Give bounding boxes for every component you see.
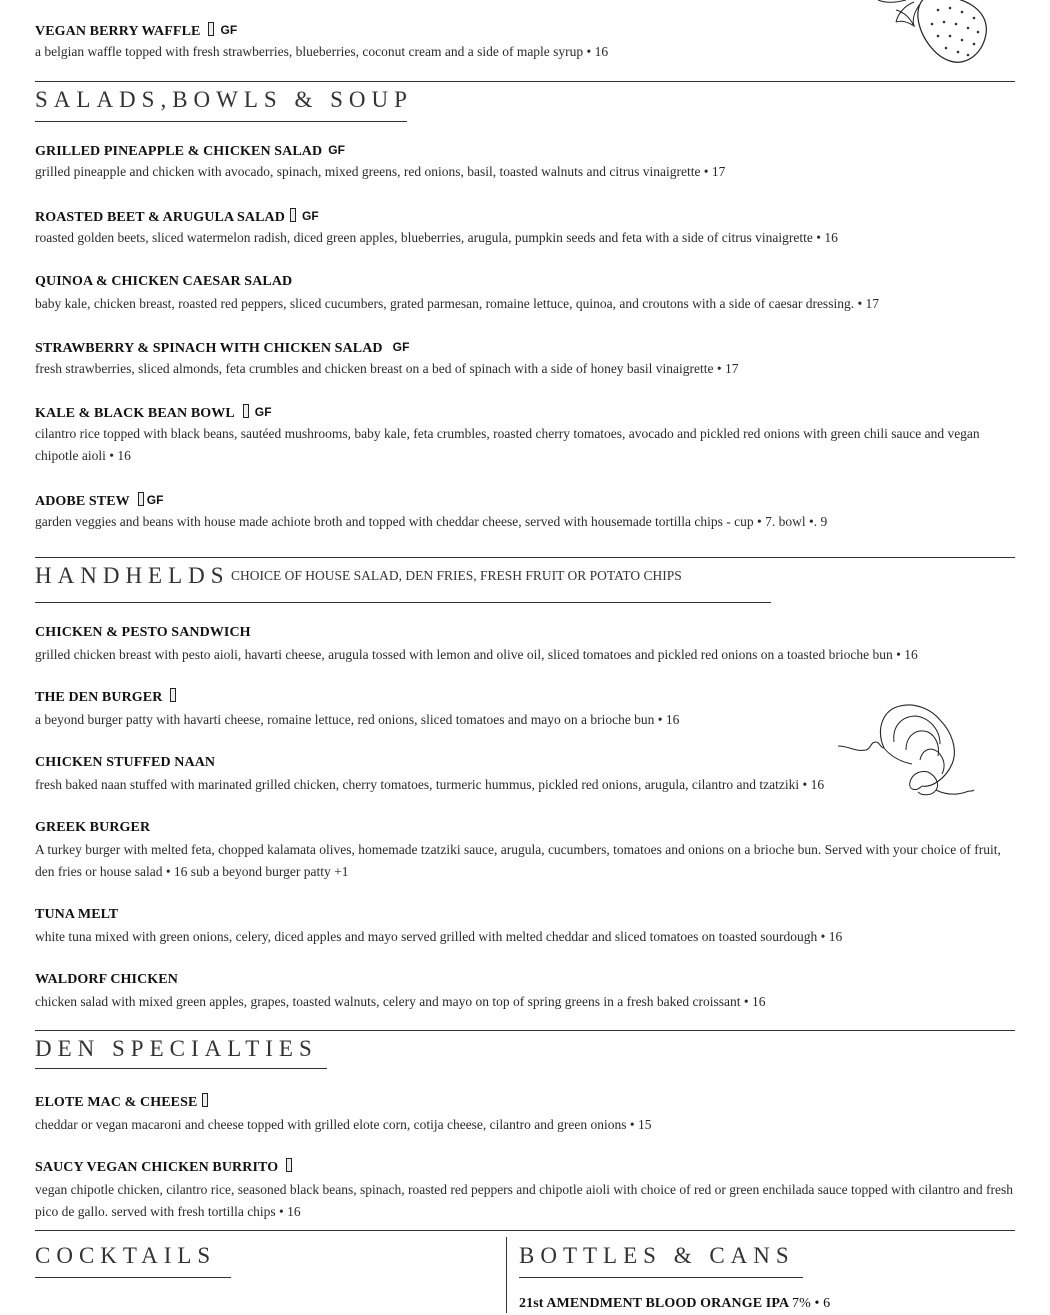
- item-description: roasted golden beets, sliced watermelon radish, diced green apples, blueberries, arugula, pumpkin seeds and feta with a side of citrus vinaigrette • 16: [35, 230, 838, 245]
- menu-item: [35, 205, 1025, 249]
- item-description: A turkey burger with melted feta, chopped kalamata olives, homemade tzatziki sauce, arugula, cucumbers, tomatoes and onions on a brioche bun. Served with your choice of fruit, den fries or house salad • 16 sub a beyond burger patty +1: [35, 842, 1001, 879]
- leaf-icon: [243, 404, 249, 418]
- item-name: GREEK BURGER: [35, 820, 151, 835]
- menu-item: [35, 969, 1025, 1013]
- leaf-icon: [170, 688, 176, 702]
- menu-item: [35, 489, 1025, 533]
- section-title-underline: [35, 1068, 327, 1069]
- item-description: a belgian waffle topped with fresh strawberries, blueberries, coconut cream and a side of maple syrup • 16: [35, 44, 609, 59]
- menu-item: [35, 271, 1025, 315]
- item-name: WALDORF CHICKEN: [35, 972, 178, 987]
- menu-item: [519, 1293, 999, 1315]
- section-title-handhelds: HANDHELDS: [35, 563, 230, 588]
- section-title-underline: [35, 602, 771, 603]
- leaf-icon: [208, 22, 214, 36]
- section-title-bottles: BOTTLES & CANS: [519, 1243, 795, 1268]
- item-description: vegan chipotle chicken, cilantro rice, seasoned black beans, spinach, roasted red peppers and chipotle aioli with choice of red or green enchilada sauce topped with cilantro and fresh pico de gallo. served with fresh tortilla chips • 16: [35, 1182, 1013, 1219]
- item-name: 21st AMENDMENT BLOOD ORANGE IPA: [519, 1296, 789, 1311]
- section-divider: [35, 1230, 1015, 1231]
- section-title-cocktails: COCKTAILS: [35, 1243, 217, 1268]
- menu-item: [35, 817, 1025, 883]
- section-divider: [35, 81, 1015, 82]
- item-name: ROASTED BEET & ARUGULA SALAD: [35, 210, 285, 225]
- item-name: QUINOA & CHICKEN CAESAR SALAD: [35, 274, 293, 289]
- item-name: CHICKEN & PESTO SANDWICH: [35, 625, 251, 640]
- gluten-free-badge: GF: [220, 23, 238, 37]
- menu-item: [35, 1092, 1025, 1136]
- section-title-specialties: DEN SPECIALTIES: [35, 1036, 318, 1061]
- section-title-underline: [35, 1277, 231, 1278]
- item-description: grilled pineapple and chicken with avocado, spinach, mixed greens, red onions, basil, toasted walnuts and citrus vinaigrette • 17: [35, 164, 726, 179]
- section-title-underline: [519, 1277, 803, 1278]
- item-name: CHICKEN STUFFED NAAN: [35, 755, 216, 770]
- leaf-icon: [138, 492, 144, 506]
- menu-item: [35, 19, 1025, 63]
- item-name: SAUCY VEGAN CHICKEN BURRITO: [35, 1160, 279, 1175]
- item-name: STRAWBERRY & SPINACH WITH CHICKEN SALAD: [35, 341, 383, 356]
- section-title-underline: [35, 121, 407, 122]
- menu-item: [35, 622, 1025, 666]
- menu-item: [35, 139, 1025, 183]
- item-description: grilled chicken breast with pesto aioli, havarti cheese, arugula tossed with lemon and olive oil, sliced tomatoes and pickled red onions on a toasted brioche bun • 16: [35, 647, 918, 662]
- leaf-icon: [202, 1093, 208, 1107]
- item-name: VEGAN BERRY WAFFLE: [35, 24, 201, 39]
- leaf-icon: [290, 208, 296, 222]
- item-description: cilantro rice topped with black beans, sautéed mushrooms, baby kale, feta crumbles, roasted cherry tomatoes, avocado and pickled red onions with green chili sauce and vegan chipotle aioli • 16: [35, 426, 980, 463]
- item-description: baby kale, chicken breast, roasted red peppers, sliced cucumbers, grated parmesan, romaine lettuce, quinoa, and croutons with a side of caesar dressing. • 17: [35, 296, 880, 311]
- item-name: KALE & BLACK BEAN BOWL: [35, 406, 235, 421]
- item-description: white tuna mixed with green onions, celery, diced apples and mayo served grilled with melted cheddar and sliced tomatoes on toasted sourdough • 16: [35, 929, 843, 944]
- column-divider: [506, 1237, 507, 1313]
- menu-item: [35, 904, 1025, 948]
- item-name: THE DEN BURGER: [35, 690, 163, 705]
- section-subtitle: CHOICE OF HOUSE SALAD, DEN FRIES, FRESH FRUIT OR POTATO CHIPS: [231, 568, 682, 583]
- item-description: a beyond burger patty with havarti cheese, romaine lettuce, red onions, sliced tomatoes and mayo on a brioche bun • 16: [35, 712, 680, 727]
- item-name: GRILLED PINEAPPLE & CHICKEN SALAD: [35, 144, 323, 159]
- menu-item: [35, 336, 1025, 380]
- gluten-free-badge: GF: [254, 405, 272, 419]
- croissant-illustration: [836, 702, 978, 798]
- menu-item: [35, 401, 1025, 467]
- item-description: fresh strawberries, sliced almonds, feta crumbles and chicken breast on a bed of spinach with a side of honey basil vinaigrette • 17: [35, 361, 739, 376]
- gluten-free-badge: GF: [392, 340, 410, 354]
- item-name: TUNA MELT: [35, 907, 119, 922]
- gluten-free-badge: GF: [146, 493, 164, 507]
- gluten-free-badge: GF: [301, 209, 319, 223]
- section-divider: [35, 557, 1015, 558]
- item-description: fresh baked naan stuffed with marinated grilled chicken, cherry tomatoes, turmeric hummus, pickled red onions, arugula, cilantro and tzatziki • 16: [35, 777, 825, 792]
- section-title-salads: SALADS,BOWLS & SOUP: [35, 87, 413, 112]
- section-divider: [35, 1030, 1015, 1031]
- item-name: ADOBE STEW: [35, 494, 130, 509]
- gluten-free-badge: GF: [328, 143, 346, 157]
- menu-item: [35, 1157, 1025, 1223]
- item-name: ELOTE MAC & CHEESE: [35, 1095, 198, 1110]
- leaf-icon: [286, 1158, 292, 1172]
- item-detail: 7% • 6: [792, 1296, 831, 1311]
- item-description: chicken salad with mixed green apples, grapes, toasted walnuts, celery and mayo on top of spring greens in a fresh baked croissant • 16: [35, 994, 766, 1009]
- item-description: cheddar or vegan macaroni and cheese topped with grilled elote corn, cotija cheese, cilantro and green onions • 15: [35, 1117, 652, 1132]
- item-description: garden veggies and beans with house made achiote broth and topped with cheddar cheese, served with housemade tortilla chips - cup • 7. bowl •. 9: [35, 514, 828, 529]
